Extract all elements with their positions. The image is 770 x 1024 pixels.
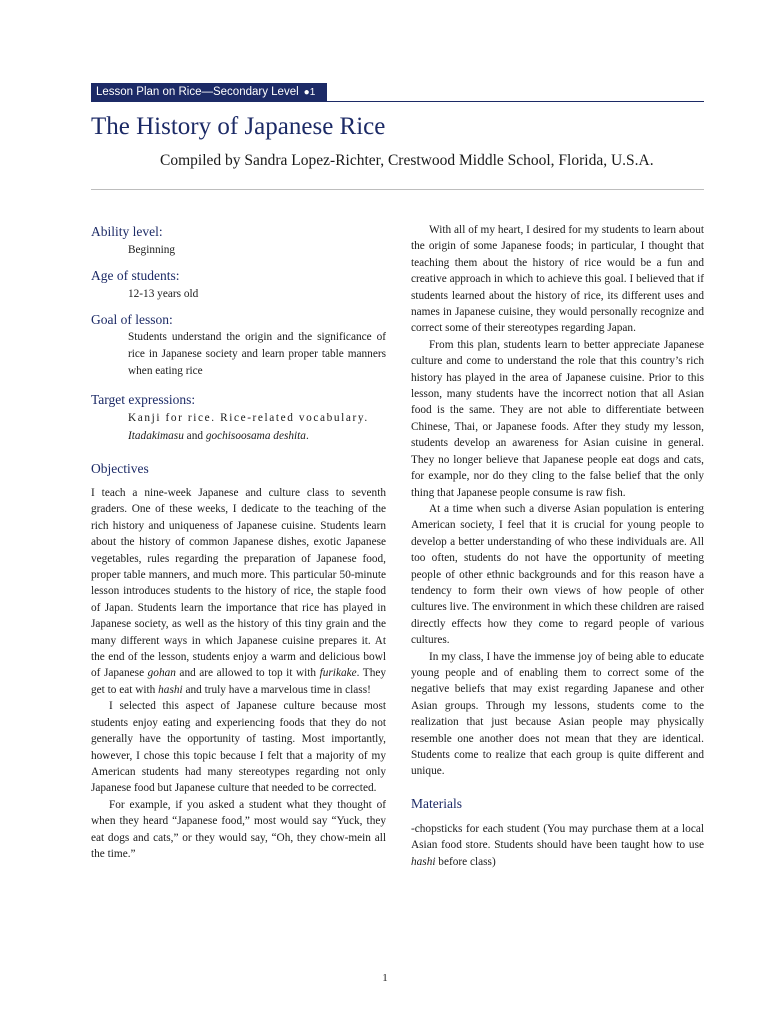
target-value-line2 (128, 427, 386, 445)
obj-p1-gohan: gohan (147, 667, 176, 680)
right-paragraph-3: At a time when such a diverse Asian population is entering American society, I feel that it is crucial for young people to develop a better understanding of who these individuals are. All too often, students do not have the opportunity of meeting people of other ethnic backgrounds and for this reason have a tendency to form their own views of how people of other cultures live. The environment in which these children are raised directly effects how they come to regard people of various cultures. (411, 502, 704, 647)
goal-label: Goal of lesson: (91, 312, 173, 327)
target-label: Target expressions: (91, 392, 196, 407)
right-paragraph-1: With all of my heart, I desired for my students to learn about the origin of some Japanese foods; in particular, I thought that teaching them about the history of rice would be a fun and creative approach in which to achieve this goal. I believed that if students learned about the history of rice, its different uses and names in Japanese cuisine, they would personally recognize and correct some of their stereotypes regarding Japan. (411, 224, 704, 335)
age-value: 12-13 years old (128, 288, 199, 300)
page-title: The History of Japanese Rice (91, 113, 386, 140)
page-number: 1 (382, 972, 388, 984)
ability-label: Ability level: (91, 224, 163, 239)
materials-item-chopsticks (411, 821, 704, 870)
materials-part-a: -chopsticks for each student (You may purchase them at a local Asian food store. Students should have been taught how to use (411, 822, 704, 852)
goal-value: Students understand the origin and the significance of rice in Japanese society and learn proper table manners when eating rice (128, 331, 386, 377)
byline: Compiled by Sandra Lopez-Richter, Crestwood Middle School, Florida, U.S.A. (160, 152, 654, 169)
obj-p1-part-a: I teach a nine-week Japanese and culture class to seventh graders. One of these weeks, I dedicate to the teaching of the rich history and uniqueness of Japanese cuisine. Students learn about the history of common Japanese dishes, exotic Japanese vegetables, rules regarding the preparation of Japanese food, proper table manners, and much more. This particular 50-minute lesson introduces students to the history of rice, the staple food of Japan. Students learn the importance that rice has played in Japanese society, as well as the history of this tiny grain and the many different ways in which Japanese cuisine prepares it. At the end of the lesson, students enjoy a warm and delicious bowl of Japanese (91, 487, 386, 680)
right-paragraph-2: From this plan, students learn to better appreciate Japanese culture and come to understand the role that this country’s rich history has played in the area of Japanese cuisine. Prior to this lesson, many students have the incorrect notion that all Asian food is the same. They are not able to differentiate between Chinese, Thai, or Japanese foods. After they study my lesson, students develop an awareness for Asian cuisine in general. They no longer believe that Japanese people eat dogs and cats, for example, nor do they cling to the false belief that the only thing that Japanese people consume is raw fish. (411, 338, 704, 499)
ability-value: Beginning (128, 244, 176, 256)
target-gochisoosama: gochisoosama deshita (205, 430, 306, 442)
objectives-heading: Objectives (91, 461, 149, 476)
right-column (411, 222, 704, 870)
objectives-paragraph-1 (91, 485, 386, 698)
objectives-paragraph-2: I selected this aspect of Japanese culture because most students enjoy eating and experiencing foods that they do not generally have the opportunity of tasting. Most importantly, however, I chose this topic because I felt that a majority of my American students had many stereotypes regarding not only Japanese food but Japanese culture that needed to be corrected. (91, 700, 386, 795)
series-mark: ●1 (303, 87, 316, 98)
age-label: Age of students: (91, 268, 180, 283)
materials-hashi: hashi (411, 855, 436, 868)
target-itadakimasu: Itadakimasu (128, 430, 184, 442)
target-period: . (305, 430, 309, 442)
series-header (91, 83, 327, 102)
obj-p1-hashi: hashi (158, 683, 183, 696)
obj-p1-part-d: and truly have a marvelous time in class! (182, 683, 371, 696)
obj-p1-part-b: and are allowed to top it with (175, 667, 320, 680)
title-divider (91, 189, 704, 190)
target-value-line1: Kanji for rice. Rice-related vocabulary. (128, 412, 369, 424)
objectives-paragraph-3: For example, if you asked a student what they thought of when they heard “Japanese food,” most would say “Yuck, they eat dogs and cats,” or they would say, “Oh, they chow-mein all the time.” (91, 798, 386, 860)
obj-p1-furikake: furikake (319, 667, 357, 680)
materials-heading: Materials (411, 795, 462, 811)
series-label: Lesson Plan on Rice—Secondary Level (96, 86, 299, 98)
materials-part-b: before class) (435, 855, 496, 868)
header-rule (91, 101, 704, 102)
obj-p1-part-c: . They get to eat with (91, 667, 387, 696)
right-paragraph-4: In my class, I have the immense joy of being able to educate young people and of enabling them to correct some of the negative beliefs that may exist regarding Japanese and other Asian groups. Through my lessons, students come to the realization that just because Asian people may physically resemble one another does not mean that they are identical. Students come to realize that each group is quite different and unique. (411, 650, 704, 778)
target-and: and (183, 430, 206, 442)
left-column (91, 222, 386, 862)
